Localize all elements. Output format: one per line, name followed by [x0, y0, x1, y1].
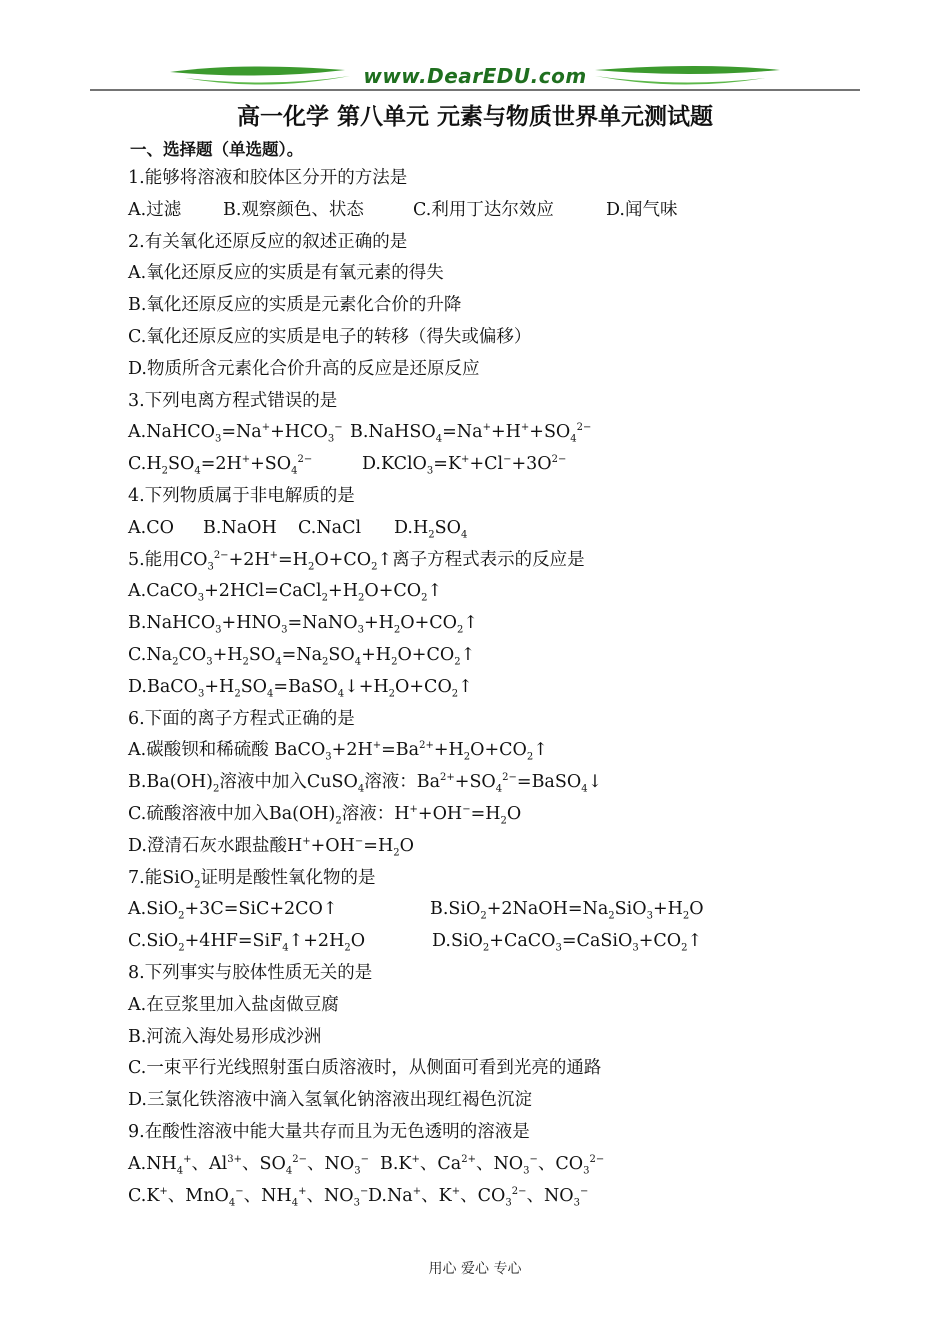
question-text-line: 6.下面的离子方程式正确的是: [128, 708, 355, 729]
answer-option: $C.SiO_2+4HF=SiF_4↑+2H_2O$: [128, 931, 366, 954]
answer-option: C.NaCl: [298, 517, 362, 538]
answer-options-row: [128, 1149, 848, 1181]
section-heading: 一、选择题（单选题）。: [130, 140, 304, 159]
question-text-line: B.河流入海处易形成沙洲: [128, 1026, 322, 1047]
question-text-line: $B.Ba(OH)_2$溶液中加入CuSO$_4$溶液：$Ba^{2+}+SO_4^{2-}=BaSO_4↓$: [128, 772, 603, 795]
question-text-line: $C.Na_2CO_3+H_2SO_4=Na_2SO_4+H_2O+CO_2↑$: [128, 644, 476, 668]
question-text-line: D.三氯化铁溶液中滴入氢氧化钠溶液出现红褐色沉淀: [128, 1090, 532, 1111]
answer-options-row: [128, 513, 848, 545]
answer-option: D.闻气味: [606, 199, 678, 220]
answer-options-row: [128, 449, 848, 481]
question-text-line: A.氧化还原反应的实质是有氧元素的得失: [128, 263, 444, 284]
answer-option: C.K+、MnO$_4$−、$NH_4^+$、$NO_3^-$: [128, 1185, 369, 1208]
question-text-line: A.在豆浆里加入盐卤做豆腐: [128, 994, 339, 1015]
question-text-line: 3.下列电离方程式错误的是: [128, 390, 338, 411]
question-list: [128, 163, 848, 1212]
page-title: 高一化学 第八单元 元素与物质世界单元测试题: [236, 104, 713, 130]
answer-option: B.观察颜色、状态: [223, 199, 364, 220]
answer-option: B.K+、$Ca^{2+}$、$NO_3^-$、$CO_3^{2-}$: [380, 1153, 605, 1177]
question-text-line: 4.下列物质属于非电解质的是: [128, 485, 355, 506]
answer-option: $A.NaHCO_3=Na^++HCO_3^-$: [128, 422, 343, 445]
question-text-line: 9.在酸性溶液中能大量共存而且为无色透明的溶液是: [128, 1121, 530, 1142]
answer-option: $C.H_2SO_4=2H^++SO_4^{2-}$: [128, 454, 313, 477]
answer-option: $D.H_2SO_4$: [394, 517, 468, 541]
site-banner: [90, 58, 860, 98]
question-text-line: 7.能SiO$_2$证明是酸性氧化物的是: [128, 867, 376, 891]
question-text-line: C.一束平行光线照射蛋白质溶液时，从侧面可看到光亮的通路: [128, 1058, 602, 1079]
question-text-line: 8.下列事实与胶体性质无关的是: [128, 962, 373, 983]
answer-option: C.利用丁达尔效应: [413, 199, 554, 220]
answer-option: $D.SiO_2+CaCO_3=CaSiO_3+CO_2↑$: [432, 931, 703, 954]
question-text-line: B.氧化还原反应的实质是元素化合价的升降: [128, 295, 462, 316]
answer-option: A.CO: [128, 517, 174, 538]
answer-option: $A.NH_4^+$、$Al^{3+}$、$SO_4^{2-}$、$NO_3^-$: [128, 1153, 369, 1177]
question-text-line: 2.有关氧化还原反应的叙述正确的是: [128, 231, 408, 252]
answer-option: $D.KClO_3=K^++Cl^-+3O^{2-}$: [362, 454, 567, 477]
answer-option: $B.NaHSO_4=Na^++H^++SO_4^{2-}$: [350, 422, 592, 445]
answer-option: $B.SiO_2+2NaOH=Na_2SiO_3+H_2O$: [430, 899, 704, 922]
question-text-line: C.氧化还原反应的实质是电子的转移（得失或偏移）: [128, 326, 532, 347]
answer-options-row: [128, 195, 848, 227]
question-text-line: $D.BaCO_3+H_2SO_4=BaSO_4↓+H_2O+CO_2↑$: [128, 676, 473, 700]
answer-option: A.过滤: [128, 199, 182, 220]
question-text-line: 5.能用$CO_3^{2-}+2H^+=H_2O+CO_2↑$离子方程式表示的反应是: [128, 549, 585, 573]
question-text-line: 1.能够将溶液和胶体区分开的方法是: [128, 168, 408, 188]
question-text-line: $A.CaCO_3+2HCl=CaCl_2+H_2O+CO_2↑$: [128, 581, 443, 604]
answer-option: A.SiO$_2$+3C=SiC+2CO↑: [128, 899, 338, 922]
answer-options-row: [128, 1181, 848, 1213]
question-text-line: C.硫酸溶液中加入$Ba(OH)_2$溶液：$H^++OH^-=H_2O$: [128, 803, 522, 827]
page-footer: 用心 爱心 专心: [428, 1261, 522, 1277]
answer-options-row: [128, 926, 848, 958]
question-text-line: D.澄清石灰水跟盐酸$H^++OH^-=H_2O$: [128, 835, 414, 859]
answer-options-row: [128, 417, 848, 449]
question-text-line: A.碳酸钡和稀硫酸 $BaCO_3+2H^+=Ba^{2+}+H_2O+CO_2↑$: [128, 740, 548, 763]
answer-option: B.NaOH: [203, 517, 277, 538]
site-logo-text[interactable]: www.DearEDU.com: [363, 64, 587, 88]
answer-option: D.Na+、K+、$CO_3^{2-}$、$NO_3^-$: [368, 1185, 589, 1208]
question-text-line: D.物质所含元素化合价升高的反应是还原反应: [128, 358, 480, 379]
question-text-line: $B.NaHCO_3+HNO_3=NaNO_3+H_2O+CO_2↑$: [128, 613, 479, 636]
answer-options-row: [128, 894, 848, 926]
